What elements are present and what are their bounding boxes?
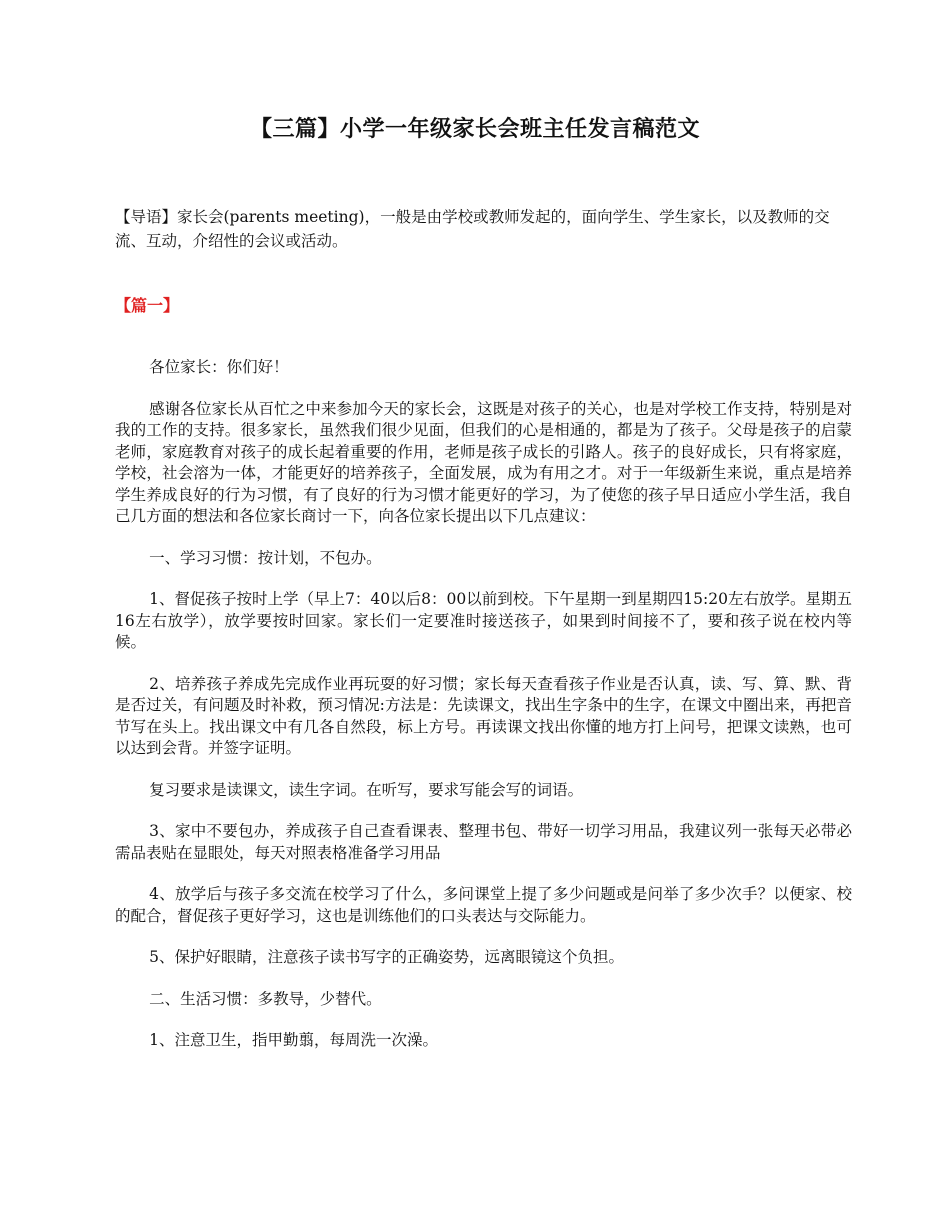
paragraph-life-habits-heading: 二、生活习惯：多教导，少替代。: [149, 989, 382, 1008]
paragraph-item-2: 2、培养孩子养成先完成作业再玩耍的好习惯；家长每天查看孩子作业是否认真，读、写、算、默、背是否过关，有问题及时补救，预习情况:方法是：先读课文，找出生字条中的生字，在课文中圈出来，再把音节写在头上。找出课文中有几各自然段，标上方号。再读课文找出你懂的地方打上问号，把课文读熟，也可以达到会背。并签字证明。: [115, 674, 852, 757]
paragraph-item-4: 4、放学后与孩子多交流在校学习了什么，多问课堂上提了多少问题或是问举了多少次手？以便家、校的配合，督促孩子更好学习，这也是训练他们的口头表达与交际能力。: [115, 885, 852, 925]
paragraph-life-item-1: 1、注意卫生，指甲勤翦，每周洗一次澡。: [149, 1031, 438, 1049]
paragraph-review: 复习要求是读课文，读生字词。在听写，要求写能会写的词语。: [149, 780, 584, 799]
paragraph-item-3: 3、家中不要包办，养成孩子自己查看课表、整理书包、带好一切学习用品，我建议列一张每天必带必需品表贴在显眼处，每天对照表格准备学习用品: [115, 822, 852, 862]
paragraph-item-5: 5、保护好眼睛，注意孩子读书写字的正确姿势，远离眼镜这个负担。: [149, 948, 624, 966]
document-title: 【三篇】小学一年级家长会班主任发言稿范文: [249, 117, 700, 142]
paragraph-thanks: 感谢各位家长从百忙之中来参加今天的家长会，这既是对孩子的关心，也是对学校工作支持，特别是对我的工作的支持。很多家长，虽然我们很少见面，但我们的心是相通的，都是为了孩子。父母是孩子的启蒙老师，家庭教育对孩子的成长起着重要的作用，老师是孩子成长的引路人。孩子的良好成长，只有将家庭，学校，社会溶为一体，才能更好的培养孩子，全面发展，成为有用之才。对于一年级新生来说，重点是培养学生养成良好的行为习惯，有了良好的行为习惯才能更好的学习，为了使您的孩子早日适应小学生活，我自己几方面的想法和各位家长商讨一下，向各位家长提出以下几点建议：: [115, 399, 852, 525]
intro-paragraph: 【导语】家长会(parents meeting)，一般是由学校或教师发起的，面向学生、学生家长，以及教师的交流、互动，介绍性的会议或活动。: [115, 208, 830, 250]
paragraph-item-1: 1、督促孩子按时上学（早上7：40以后8：00以前到校。下午星期一到星期四15:20左右放学。星期五16左右放学），放学要按时回家。家长们一定要准时接送孩子，如果到时间接不了，要和孩子说在校内等候。: [115, 590, 852, 651]
paragraph-study-habits-heading: 一、学习习惯：按计划，不包办。: [149, 548, 382, 567]
section-heading: 【篇一】: [115, 296, 180, 315]
body-text: [115, 357, 852, 1072]
paragraph-greeting: 各位家长：你们好！: [149, 358, 289, 376]
